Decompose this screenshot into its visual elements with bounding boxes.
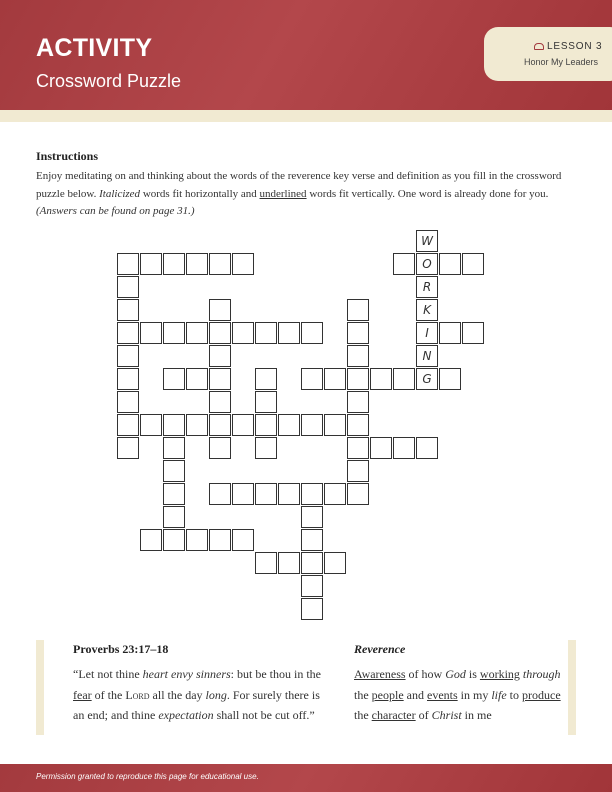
lesson-icon xyxy=(534,43,544,50)
crossword-cell[interactable] xyxy=(324,368,346,390)
crossword-cell[interactable] xyxy=(278,414,300,436)
lesson-label: LESSON 3 xyxy=(547,41,603,52)
crossword-cell[interactable] xyxy=(301,552,323,574)
crossword-cell[interactable] xyxy=(255,483,277,505)
crossword-cell[interactable] xyxy=(117,299,139,321)
crossword-given-letter: K xyxy=(423,303,431,317)
crossword-cell[interactable] xyxy=(186,253,208,275)
crossword-cell[interactable] xyxy=(209,391,231,413)
crossword-cell[interactable] xyxy=(301,483,323,505)
crossword-given-letter: W xyxy=(421,234,433,248)
crossword-cell[interactable] xyxy=(324,414,346,436)
crossword-cell[interactable] xyxy=(439,368,461,390)
crossword-cell[interactable] xyxy=(163,368,185,390)
crossword-cell[interactable] xyxy=(163,414,185,436)
header-stripe xyxy=(0,110,612,122)
crossword-cell[interactable] xyxy=(347,414,369,436)
crossword-cell[interactable] xyxy=(186,414,208,436)
crossword-cell[interactable] xyxy=(209,253,231,275)
verse-text: “Let not thine heart envy sinners: but be thou in the fear of the Lord all the day long. For surely there is an end; and thine expectation shall not be cut off.” xyxy=(73,667,321,722)
crossword-cell[interactable] xyxy=(232,414,254,436)
crossword-cell[interactable] xyxy=(255,552,277,574)
crossword-cell[interactable] xyxy=(347,368,369,390)
crossword-cell[interactable] xyxy=(186,322,208,344)
crossword-cell[interactable] xyxy=(416,299,438,321)
crossword-cell[interactable] xyxy=(117,322,139,344)
crossword-given-letter: R xyxy=(422,280,432,294)
crossword-cell[interactable] xyxy=(255,414,277,436)
crossword-cell[interactable] xyxy=(416,437,438,459)
crossword-cell[interactable] xyxy=(232,483,254,505)
crossword-cell[interactable] xyxy=(393,437,415,459)
definition-heading: Reverence xyxy=(354,642,406,656)
crossword-cell[interactable] xyxy=(462,322,484,344)
right-accent-bar xyxy=(568,640,576,735)
lesson-name: Honor My Leaders xyxy=(524,57,599,67)
instructions-text: Enjoy meditating on and thinking about the words of the reverence key verse and definition as you fill in the crossword puzzle below. Italicized words fit horizontally and underlined words fit vertically. One word is already done for you. (Answers can be found on page 31.) xyxy=(36,170,562,217)
crossword-cell[interactable] xyxy=(278,552,300,574)
crossword-cell[interactable] xyxy=(117,368,139,390)
crossword-cell[interactable] xyxy=(301,322,323,344)
crossword-cell[interactable] xyxy=(301,575,323,597)
crossword-cell[interactable] xyxy=(370,368,392,390)
crossword-cell[interactable] xyxy=(462,253,484,275)
crossword-cell[interactable] xyxy=(163,529,185,551)
crossword-cell[interactable] xyxy=(163,437,185,459)
crossword-given-letter: I xyxy=(425,326,429,340)
crossword-cell[interactable] xyxy=(370,437,392,459)
instructions-heading: Instructions xyxy=(36,149,99,163)
verse-reference: Proverbs 23:17–18 xyxy=(73,642,169,656)
crossword-cell[interactable] xyxy=(117,345,139,367)
crossword-given-letter: O xyxy=(422,257,432,271)
crossword-cell[interactable] xyxy=(117,276,139,298)
crossword-cell[interactable] xyxy=(301,414,323,436)
crossword-cell[interactable] xyxy=(301,598,323,620)
crossword-cell[interactable] xyxy=(209,368,231,390)
crossword-given-letter: G xyxy=(422,372,432,386)
crossword-cell[interactable] xyxy=(301,506,323,528)
crossword-cell[interactable] xyxy=(416,230,438,252)
crossword-cell[interactable] xyxy=(140,414,162,436)
crossword-cell[interactable] xyxy=(347,345,369,367)
crossword-cell[interactable] xyxy=(186,529,208,551)
crossword-cell[interactable] xyxy=(209,299,231,321)
crossword-cell[interactable] xyxy=(416,322,438,344)
crossword-cell[interactable] xyxy=(163,483,185,505)
crossword-cell[interactable] xyxy=(347,460,369,482)
crossword-cell[interactable] xyxy=(163,460,185,482)
crossword-cell[interactable] xyxy=(324,552,346,574)
crossword-cell[interactable] xyxy=(117,391,139,413)
crossword-cell[interactable] xyxy=(416,368,438,390)
left-accent-bar xyxy=(36,640,44,735)
crossword-cell[interactable] xyxy=(209,529,231,551)
crossword-cell[interactable] xyxy=(439,253,461,275)
activity-title: ACTIVITY xyxy=(36,34,153,62)
crossword-cell[interactable] xyxy=(255,322,277,344)
crossword-cell[interactable] xyxy=(347,299,369,321)
crossword-cell[interactable] xyxy=(232,322,254,344)
crossword-cell[interactable] xyxy=(416,276,438,298)
crossword-cell[interactable] xyxy=(255,437,277,459)
crossword-cell[interactable] xyxy=(255,391,277,413)
crossword-cell[interactable] xyxy=(416,253,438,275)
crossword-cell[interactable] xyxy=(416,345,438,367)
definition-text: Awareness of how God is working through the people and events in my life to produce the character of Christ in me xyxy=(354,667,561,722)
crossword-cell[interactable] xyxy=(347,391,369,413)
permission-note: Permission granted to reproduce this page for educational use. xyxy=(36,772,259,781)
activity-subtitle: Crossword Puzzle xyxy=(36,71,182,91)
crossword-cell[interactable] xyxy=(347,483,369,505)
crossword-cell[interactable] xyxy=(117,414,139,436)
crossword-cell[interactable] xyxy=(347,322,369,344)
crossword-cell[interactable] xyxy=(117,253,139,275)
crossword-cell[interactable] xyxy=(163,322,185,344)
crossword-cell[interactable] xyxy=(140,529,162,551)
crossword-cell[interactable] xyxy=(393,368,415,390)
crossword-cell[interactable] xyxy=(324,483,346,505)
crossword-cell[interactable] xyxy=(439,322,461,344)
crossword-cell[interactable] xyxy=(278,483,300,505)
crossword-cell[interactable] xyxy=(255,368,277,390)
crossword-cell[interactable] xyxy=(163,506,185,528)
crossword-cell[interactable] xyxy=(232,253,254,275)
crossword-cell[interactable] xyxy=(393,253,415,275)
crossword-cell[interactable] xyxy=(232,529,254,551)
crossword-cell[interactable] xyxy=(209,437,231,459)
crossword-cell[interactable] xyxy=(117,437,139,459)
crossword-cell[interactable] xyxy=(209,483,231,505)
crossword-cell[interactable] xyxy=(209,345,231,367)
crossword-cell[interactable] xyxy=(209,322,231,344)
crossword-cell[interactable] xyxy=(209,414,231,436)
crossword-cell[interactable] xyxy=(347,437,369,459)
crossword-cell[interactable] xyxy=(278,322,300,344)
crossword-cell[interactable] xyxy=(163,253,185,275)
lesson-tab xyxy=(484,27,612,81)
crossword-given-letter: N xyxy=(422,349,432,363)
crossword-cell[interactable] xyxy=(301,529,323,551)
crossword-cell[interactable] xyxy=(140,253,162,275)
crossword-cell[interactable] xyxy=(301,368,323,390)
crossword-cell[interactable] xyxy=(140,322,162,344)
crossword-cell[interactable] xyxy=(186,368,208,390)
